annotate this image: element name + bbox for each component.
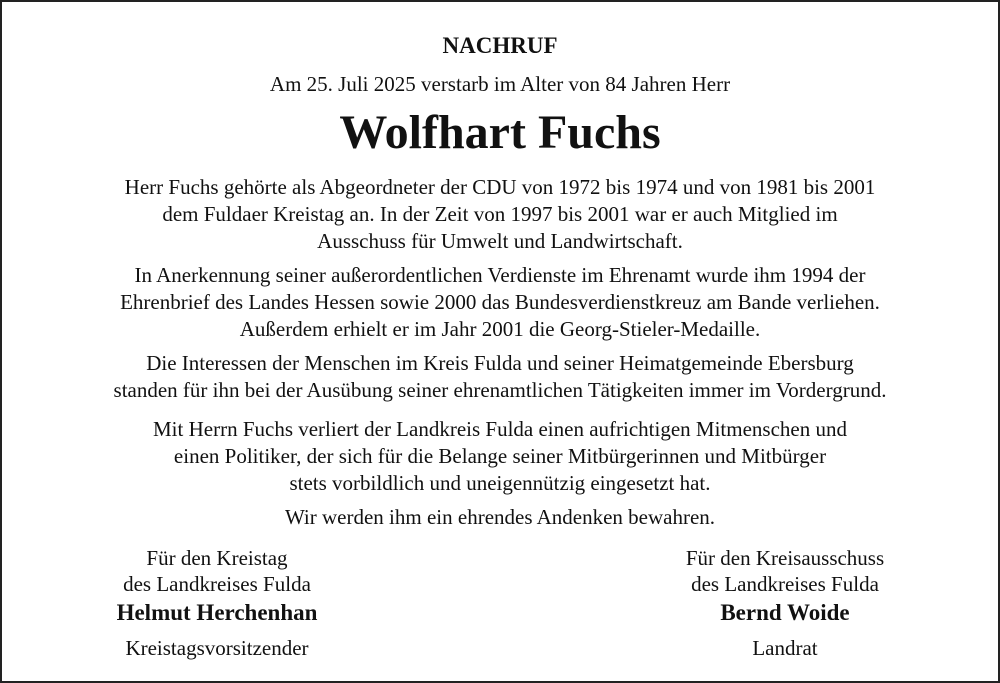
paragraph-line: dem Fuldaer Kreistag an. In der Zeit von 1997 bis 2001 war er auch Mitglied im bbox=[162, 202, 838, 226]
signature-left-role: Kreistagsvorsitzender bbox=[125, 636, 309, 660]
paragraph-line: Außerdem erhielt er im Jahr 2001 die Georg-Stieler-Medaille. bbox=[239, 317, 761, 341]
signature-left-line2: des Landkreises Fulda bbox=[123, 572, 311, 596]
paragraph-line: In Anerkennung seiner außerordentlichen Verdienste im Ehrenamt wurde ihm 1994 der bbox=[134, 263, 866, 287]
heading: NACHRUF bbox=[442, 33, 558, 58]
signature-right-name: Bernd Woide bbox=[720, 600, 850, 625]
paragraph-line: Mit Herrn Fuchs verliert der Landkreis Fulda einen aufrichtigen Mitmenschen und bbox=[153, 417, 847, 441]
signature-right-role: Landrat bbox=[752, 636, 818, 660]
intro-line: Am 25. Juli 2025 verstarb im Alter von 84 Jahren Herr bbox=[269, 72, 731, 96]
deceased-name: Wolfhart Fuchs bbox=[339, 106, 661, 159]
paragraph-line: einen Politiker, der sich für die Belange seiner Mitbürgerinnen und Mitbürger bbox=[173, 444, 827, 468]
signature-right-line2: des Landkreises Fulda bbox=[691, 572, 879, 596]
paragraph-line: Herr Fuchs gehörte als Abgeordneter der CDU von 1972 bis 1974 und von 1981 bis 2001 bbox=[124, 175, 876, 199]
paragraph-line: Ausschuss für Umwelt und Landwirtschaft. bbox=[317, 229, 683, 253]
paragraph-line: standen für ihn bei der Ausübung seiner ehrenamtlichen Tätigkeiten immer im Vordergrund. bbox=[113, 378, 887, 402]
signature-right-line1: Für den Kreisausschuss bbox=[685, 546, 885, 570]
signature-left-line1: Für den Kreistag bbox=[146, 546, 288, 570]
closing-line: Wir werden ihm ein ehrendes Andenken bewahren. bbox=[284, 505, 716, 529]
signature-left-name: Helmut Herchenhan bbox=[116, 600, 318, 625]
paragraph-line: Die Interessen der Menschen im Kreis Fulda und seiner Heimatgemeinde Ebersburg bbox=[146, 351, 854, 375]
paragraph-line: stets vorbildlich und uneigennützig eingesetzt hat. bbox=[289, 471, 711, 495]
paragraph-line: Ehrenbrief des Landes Hessen sowie 2000 das Bundesverdienstkreuz am Bande verliehen. bbox=[120, 290, 880, 314]
